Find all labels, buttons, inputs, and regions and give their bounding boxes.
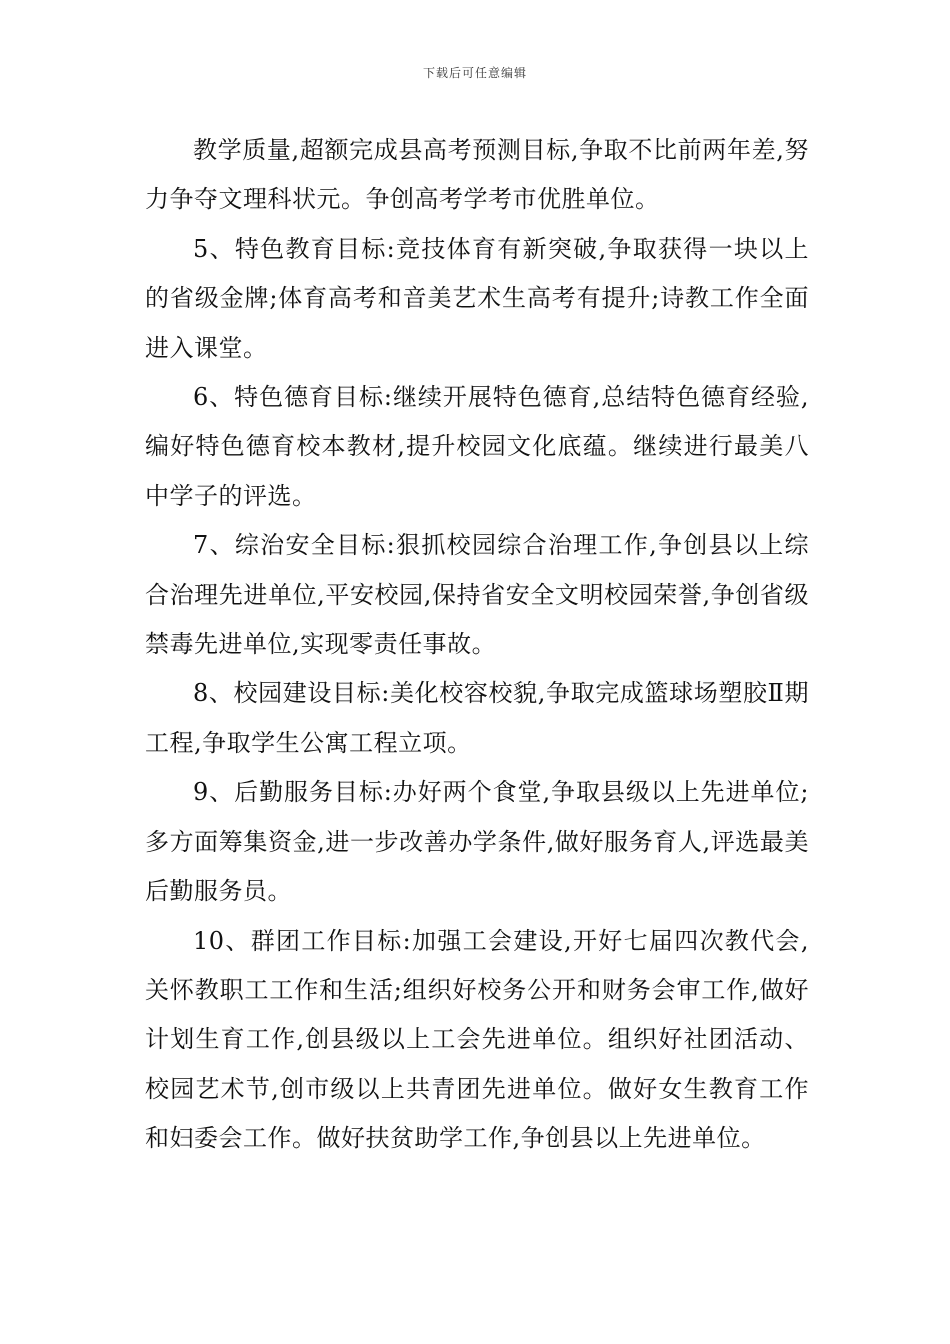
paragraph-goal-9: 9、后勤服务目标:办好两个食堂,争取县级以上先进单位;多方面筹集资金,进一步改善办学条件,做好服务育人,评选最美后勤服务员。 — [145, 778, 809, 906]
header-note: 下载后可任意编辑 — [422, 66, 527, 80]
paragraph-goal-7: 7、综治安全目标:狠抓校园综合治理工作,争创县以上综合治理先进单位,平安校园,保持省安全文明校园荣誉,争创省级禁毒先进单位,实现零责任事故。 — [145, 531, 809, 659]
paragraph-goal-10: 10、群团工作目标:加强工会建设,开好七届四次教代会,关怀教职工工作和生活;组织好校务公开和财务会审工作,做好计划生育工作,创县级以上工会先进单位。组织好社团活动、校园艺术节,创市级以上共青团先进单位。做好女生教育工作和妇委会工作。做好扶贫助学工作,争创县以上先进单位。 — [145, 926, 809, 1153]
paragraph-continuation: 教学质量,超额完成县高考预测目标,争取不比前两年差,努力争夺文理科状元。争创高考学考市优胜单位。 — [145, 136, 809, 214]
document-body — [145, 126, 809, 1164]
paragraph-goal-6: 6、特色德育目标:继续开展特色德育,总结特色德育经验,编好特色德育校本教材,提升校园文化底蕴。继续进行最美八中学子的评选。 — [145, 383, 809, 510]
paragraph-goal-8: 8、校园建设目标:美化校容校貌,争取完成篮球场塑胶Ⅱ期工程,争取学生公寓工程立项。 — [145, 679, 809, 757]
paragraph-goal-5: 5、特色教育目标:竞技体育有新突破,争取获得一块以上的省级金牌;体育高考和音美艺术生高考有提升;诗教工作全面进入课堂。 — [145, 234, 809, 362]
